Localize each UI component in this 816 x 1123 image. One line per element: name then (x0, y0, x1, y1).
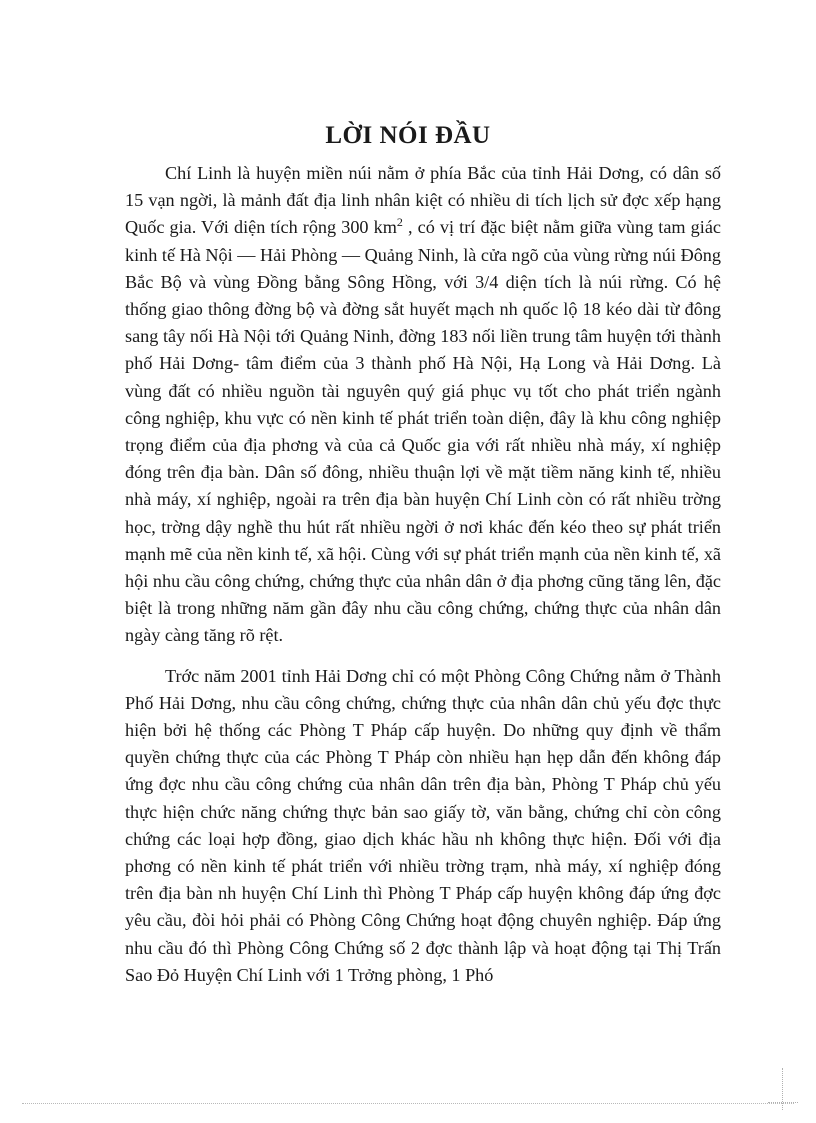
crop-mark (768, 1068, 798, 1110)
superscript-2: 2 (396, 215, 403, 230)
paragraph-1-text-end: , có vị trí đặc biệt nằm giữa vùng tam giác kinh tế Hà Nội — Hải Phòng — Quảng Ninh, là cửa ngõ của vùng rừng núi Đông Bắc Bộ và vùng Đồng bằng Sông Hồng, với 3/4 diện tích là núi rừng. Có hệ thống giao thông đờng bộ và đờng sắt huyết mạch nh quốc lộ 18 kéo dài từ đông sang tây nối Hà Nội tới Quảng Ninh, đờng 183 nối liền trung tâm huyện tới thành phố Hải Dơng- tâm điểm của 3 thành phố Hà Nội, Hạ Long và Hải Dơng. Là vùng đất có nhiều nguồn tài nguyên quý giá phục vụ tốt cho phát triển ngành công nghiệp, khu vực có nền kinh tế phát triển toàn diện, đây là khu công nghiệp trọng điểm của địa phơng và của cả Quốc gia với rất nhiều nhà máy, xí nghiệp đóng trên địa bàn. Dân số đông, nhiều thuận lợi về mặt tiềm năng kinh tế, nhiều nhà máy, xí nghiệp, ngoài ra trên địa bàn huyện Chí Linh còn có rất nhiều trờng học, trờng dậy nghề thu hút rất nhiều ngời ở nơi khác đến kéo theo sự phát triển mạnh mẽ của nền kinh tế, xã hội. Cùng với sự phát triển mạnh của nền kinh tế, xã hội nhu cầu công chứng, chứng thực của nhân dân ở địa phơng cũng tăng lên, đặc biệt là trong những năm gần đây nhu cầu công chứng, chứng thực của nhân dân ngày càng tăng rõ rệt. (125, 217, 721, 646)
crop-mark-vertical (782, 1068, 783, 1110)
page-title: LỜI NÓI ĐẦU (325, 122, 491, 149)
body-text (125, 160, 721, 989)
footer-dotted-rule (22, 1103, 794, 1104)
crop-mark-horizontal (768, 1102, 798, 1103)
paragraph-1 (125, 160, 721, 650)
paragraph-2: Trớc năm 2001 tỉnh Hải Dơng chỉ có một Phòng Công Chứng nằm ở Thành Phố Hải Dơng, nhu cầu công chứng, chứng thực của nhân dân chủ yếu đợc thực hiện bởi hệ thống các Phòng T Pháp cấp huyện. Do những quy định về thẩm quyền chứng thực của các Phòng T Pháp còn nhiều hạn hẹp dẫn đến không đáp ứng đợc nhu cầu công chứng của nhân dân trên địa bàn, Phòng T Pháp chủ yếu thực hiện chức năng chứng thực bản sao giấy tờ, văn bằng, chứng chỉ còn công chứng các loại hợp đồng, giao dịch khác hầu nh không thực hiện. Đối với địa phơng có nền kinh tế phát triển với nhiều trờng trạm, nhà máy, xí nghiệp đóng trên địa bàn nh huyện Chí Linh thì Phòng T Pháp cấp huyện không đáp ứng đợc yêu cầu, đòi hỏi phải có Phòng Công Chứng hoạt động chuyên nghiệp. Đáp ứng nhu cầu đó thì Phòng Công Chứng số 2 đợc thành lập và hoạt động tại Thị Trấn Sao Đỏ Huyện Chí Linh với 1 Trởng phòng, 1 Phó (125, 665, 721, 985)
paragraph-1-text-start: Chí Linh là huyện miền núi nằm ở phía Bắc của tỉnh Hải Dơng, có dân số 15 vạn ngời, là mảnh đất địa linh nhân kiệt có nhiều di tích lịch sử đợc xếp hạng Quốc gia. Với diện tích rộng 300 km (125, 163, 721, 238)
